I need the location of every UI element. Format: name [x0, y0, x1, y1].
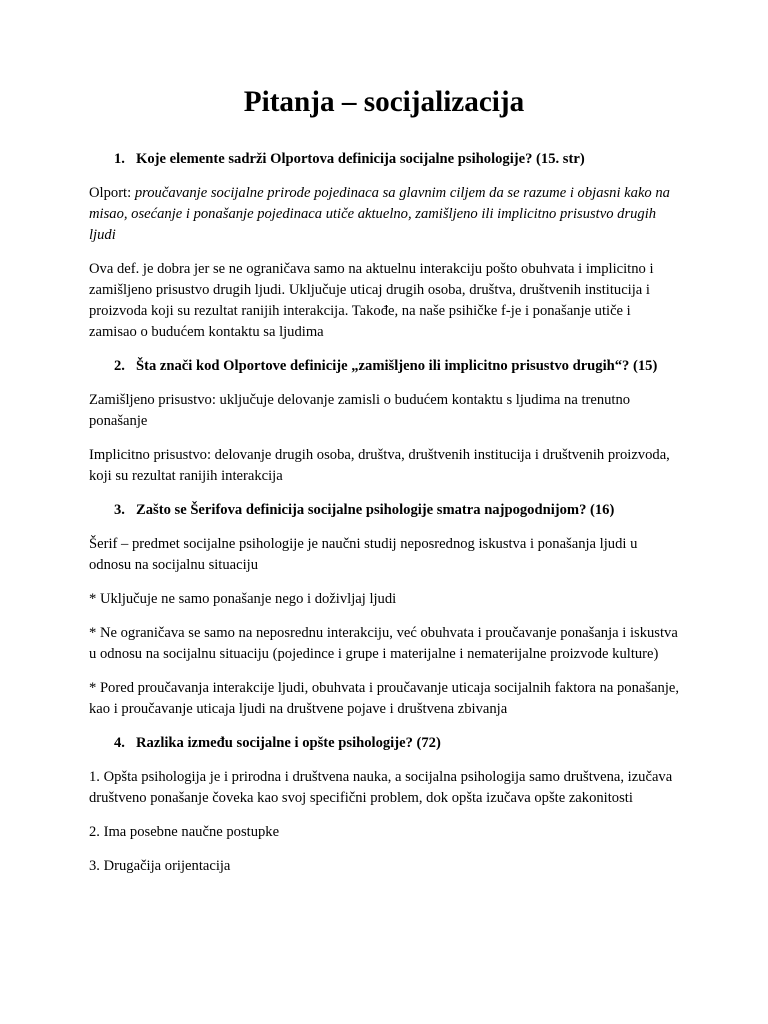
document-page: [89, 86, 680, 877]
answer-3-point-1: * Uključuje ne samo ponašanje nego i doživljaj ljudi: [89, 591, 397, 607]
question-1-number: 1.: [114, 151, 125, 167]
answer-1-quote: proučavanje socijalne prirode pojedinaca sa glavnim ciljem da se razume i objasni kako na misao, osećanje i ponašanje pojedinaca utiče aktuelno, zamišljeno ili implicitno prisustvo drugih ljudi: [89, 185, 670, 243]
answer-2-implicit-presence: Implicitno prisustvo: delovanje drugih osoba, društva, društvenih institucija i društvenih proizvoda, koji su rezultat ranijih interakcija: [89, 447, 670, 484]
question-4-text: Razlika između socijalne i opšte psihologije? (72): [136, 735, 441, 751]
question-1-text: Koje elemente sadrži Olportova definicija socijalne psihologije? (15. str): [136, 151, 585, 167]
answer-4-point-3: 3. Drugačija orijentacija: [89, 858, 231, 874]
answer-1-definition: [89, 183, 679, 246]
question-3-text: Zašto se Šerifova definicija socijalne psihologije smatra najpogodnijom? (16): [136, 502, 615, 518]
question-4: [89, 733, 679, 754]
answer-3-definition: Šerif – predmet socijalne psihologije je naučni studij neposrednog iskustva i ponašanja ljudi u odnosu na socijalnu situaciju: [89, 536, 638, 573]
page-title: Pitanja – socijalizacija: [243, 86, 525, 118]
answer-3-point-2: * Ne ograničava se samo na neposrednu interakciju, već obuhvata i proučavanje ponašanja i iskustva u odnosu na socijalnu situaciju (pojedince i grupe i materijalne i nematerijalne proizvode kulture): [89, 625, 678, 662]
question-2: [89, 356, 679, 377]
question-1: [89, 149, 679, 170]
answer-2-imagined-presence: Zamišljeno prisustvo: uključuje delovanje zamisli o budućem kontaktu s ljudima na trenutno ponašanje: [89, 392, 631, 429]
answer-3-point-3: * Pored proučavanja interakcije ljudi, obuhvata i proučavanje uticaja socijalnih faktora na ponašanje, kao i proučavanje uticaja ljudi na društvene pojave i društvena zbivanja: [89, 680, 680, 717]
answer-1-lead: Olport:: [89, 185, 135, 201]
question-3-number: 3.: [114, 502, 125, 518]
question-2-number: 2.: [114, 358, 125, 374]
answer-4-point-2: 2. Ima posebne naučne postupke: [89, 824, 280, 840]
question-4-number: 4.: [114, 735, 125, 751]
question-2-text: Šta znači kod Olportove definicije „zamišljeno ili implicitno prisustvo drugih“? (15): [136, 358, 658, 374]
answer-4-point-1: 1. Opšta psihologija je i prirodna i društvena nauka, a socijalna psihologija samo društvena, izučava društveno ponašanje čoveka kao svoj specifični problem, dok opšta izučava opšte zakonitosti: [89, 769, 673, 806]
answer-1-explanation: Ova def. je dobra jer se ne ograničava samo na aktuelnu interakciju pošto obuhvata i implicitno i zamišljeno prisustvo drugih ljudi. Uključuje uticaj drugih osoba, društva, društvenih institucija i proizvoda koji su rezultat ranijih interakcija. Takođe, na naše psihičke f-je i ponašanje utiče i zamisao o budućem kontaktu sa ljudima: [89, 261, 654, 340]
question-3: [89, 500, 679, 521]
